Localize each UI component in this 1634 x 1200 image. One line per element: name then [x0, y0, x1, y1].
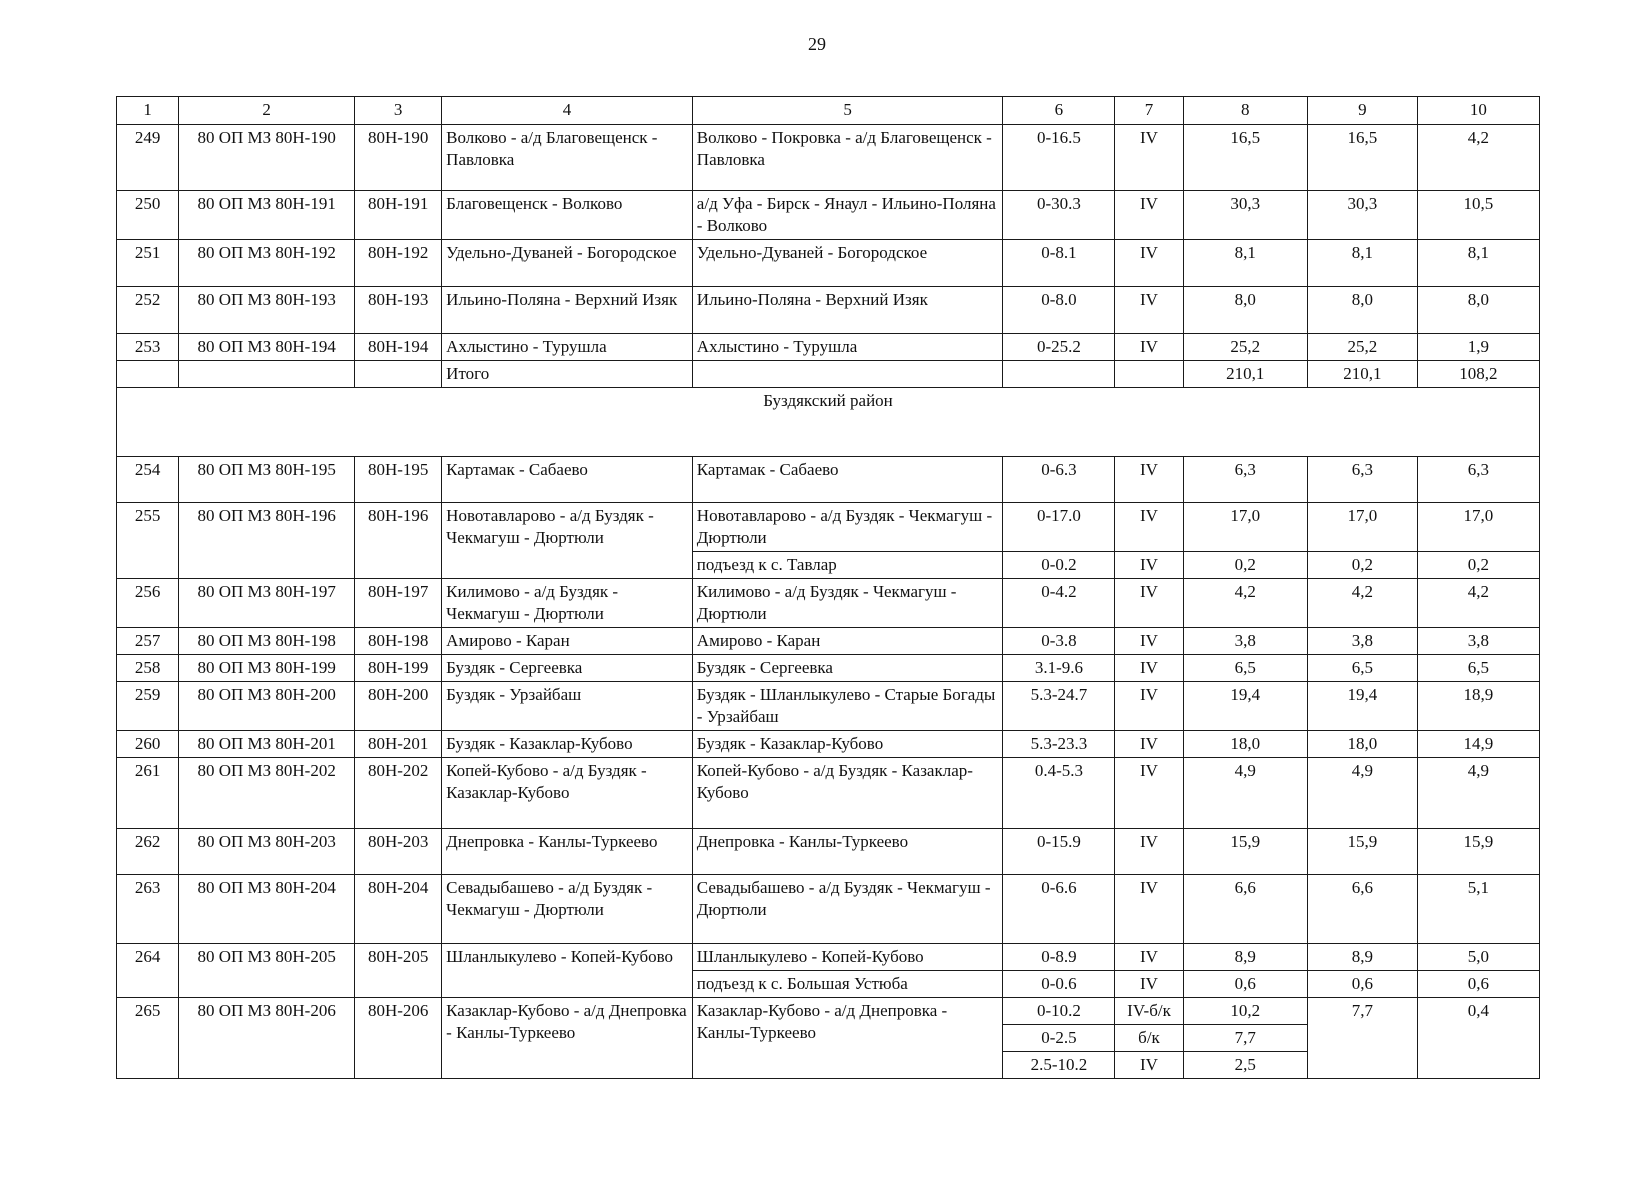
column-header: 6: [1003, 97, 1115, 125]
route-description: Буздяк - Сергеевка: [692, 655, 1003, 682]
road-code: 80Н-191: [355, 191, 442, 240]
road-category: IV: [1115, 628, 1183, 655]
table-header-row: [117, 97, 1540, 125]
col9-value: 6,6: [1307, 875, 1417, 944]
length-km: 8,0: [1183, 287, 1307, 334]
route-description: Волково - Покровка - а/д Благовещенск - Павловка: [692, 125, 1003, 191]
col9-value: 8,0: [1307, 287, 1417, 334]
road-id: 80 ОП МЗ 80Н-204: [179, 875, 355, 944]
row-number: 261: [117, 758, 179, 829]
col10-value: 4,2: [1417, 579, 1539, 628]
km-range: 0-30.3: [1003, 191, 1115, 240]
col9-value: 4,2: [1307, 579, 1417, 628]
km-range: 0-17.0: [1003, 503, 1115, 552]
col10-value: 14,9: [1417, 731, 1539, 758]
column-header: 4: [442, 97, 693, 125]
road-name: Днепровка - Канлы-Туркеево: [442, 829, 693, 875]
road-name: Шланлыкулево - Копей-Кубово: [442, 944, 693, 998]
col10-value: 4,9: [1417, 758, 1539, 829]
road-category: IV: [1115, 334, 1183, 361]
row-number: 258: [117, 655, 179, 682]
table-row: [117, 503, 1540, 552]
road-name: Картамак - Сабаево: [442, 457, 693, 503]
row-number: 265: [117, 998, 179, 1079]
km-range: 0-4.2: [1003, 579, 1115, 628]
table-row: [117, 240, 1540, 287]
road-category: IV: [1115, 875, 1183, 944]
road-category: IV: [1115, 191, 1183, 240]
length-km: 0,2: [1183, 552, 1307, 579]
road-category: IV-б/к: [1115, 998, 1183, 1025]
roads-table: [116, 96, 1540, 1079]
road-name: Волково - а/д Благовещенск - Павловка: [442, 125, 693, 191]
table-row: [117, 758, 1540, 829]
route-description: Ахлыстино - Турушла: [692, 334, 1003, 361]
route-description: Шланлыкулево - Копей-Кубово: [692, 944, 1003, 971]
route-description: Буздяк - Шланлыкулево - Старые Богады - Урзайбаш: [692, 682, 1003, 731]
route-description: Казаклар-Кубово - а/д Днепровка - Канлы-Туркеево: [692, 998, 1003, 1079]
road-id: 80 ОП МЗ 80Н-199: [179, 655, 355, 682]
km-range: 0-15.9: [1003, 829, 1115, 875]
road-id: 80 ОП МЗ 80Н-202: [179, 758, 355, 829]
col9-value: 6,3: [1307, 457, 1417, 503]
empty-cell: [692, 361, 1003, 388]
table-row: [117, 829, 1540, 875]
road-name: Килимово - а/д Буздяк - Чекмагуш - Дюртюли: [442, 579, 693, 628]
road-category: IV: [1115, 944, 1183, 971]
road-code: 80Н-193: [355, 287, 442, 334]
column-header: 8: [1183, 97, 1307, 125]
total-col10: 108,2: [1417, 361, 1539, 388]
road-id: 80 ОП МЗ 80Н-193: [179, 287, 355, 334]
km-range: 0-3.8: [1003, 628, 1115, 655]
col9-value: 7,7: [1307, 998, 1417, 1079]
road-category: IV: [1115, 758, 1183, 829]
col10-value: 0,2: [1417, 552, 1539, 579]
road-id: 80 ОП МЗ 80Н-198: [179, 628, 355, 655]
col9-value: 19,4: [1307, 682, 1417, 731]
road-id: 80 ОП МЗ 80Н-206: [179, 998, 355, 1079]
length-km: 4,9: [1183, 758, 1307, 829]
table-row: [117, 457, 1540, 503]
column-header: 7: [1115, 97, 1183, 125]
road-code: 80Н-199: [355, 655, 442, 682]
road-name: Амирово - Каран: [442, 628, 693, 655]
col10-value: 3,8: [1417, 628, 1539, 655]
km-range: 3.1-9.6: [1003, 655, 1115, 682]
road-id: 80 ОП МЗ 80Н-200: [179, 682, 355, 731]
row-number: 257: [117, 628, 179, 655]
col9-value: 3,8: [1307, 628, 1417, 655]
road-code: 80Н-204: [355, 875, 442, 944]
length-km: 17,0: [1183, 503, 1307, 552]
road-id: 80 ОП МЗ 80Н-191: [179, 191, 355, 240]
col9-value: 15,9: [1307, 829, 1417, 875]
length-km: 7,7: [1183, 1025, 1307, 1052]
row-number: 262: [117, 829, 179, 875]
road-code: 80Н-201: [355, 731, 442, 758]
length-km: 15,9: [1183, 829, 1307, 875]
length-km: 6,5: [1183, 655, 1307, 682]
row-number: 252: [117, 287, 179, 334]
km-range: 0-16.5: [1003, 125, 1115, 191]
road-name: Севадыбашево - а/д Буздяк - Чекмагуш - Дюртюли: [442, 875, 693, 944]
table-row: [117, 287, 1540, 334]
column-header: 10: [1417, 97, 1539, 125]
route-description: Севадыбашево - а/д Буздяк - Чекмагуш - Дюртюли: [692, 875, 1003, 944]
col9-value: 8,9: [1307, 944, 1417, 971]
total-label: Итого: [442, 361, 693, 388]
row-number: 260: [117, 731, 179, 758]
column-header: 5: [692, 97, 1003, 125]
road-id: 80 ОП МЗ 80Н-196: [179, 503, 355, 579]
road-category: IV: [1115, 971, 1183, 998]
col10-value: 5,1: [1417, 875, 1539, 944]
length-km: 3,8: [1183, 628, 1307, 655]
length-km: 30,3: [1183, 191, 1307, 240]
row-number: 256: [117, 579, 179, 628]
column-header: 3: [355, 97, 442, 125]
km-range: 0-6.3: [1003, 457, 1115, 503]
col10-value: 8,0: [1417, 287, 1539, 334]
row-number: 249: [117, 125, 179, 191]
col10-value: 1,9: [1417, 334, 1539, 361]
road-code: 80Н-198: [355, 628, 442, 655]
col9-value: 0,6: [1307, 971, 1417, 998]
road-id: 80 ОП МЗ 80Н-190: [179, 125, 355, 191]
km-range: 0-10.2: [1003, 998, 1115, 1025]
table-body: [117, 97, 1540, 1079]
km-range: 5.3-23.3: [1003, 731, 1115, 758]
row-number: 255: [117, 503, 179, 579]
km-range: 0-0.6: [1003, 971, 1115, 998]
page-number: 29: [808, 34, 826, 54]
km-range: 0-8.0: [1003, 287, 1115, 334]
road-id: 80 ОП МЗ 80Н-205: [179, 944, 355, 998]
length-km: 0,6: [1183, 971, 1307, 998]
district-row: [117, 388, 1540, 457]
road-id: 80 ОП МЗ 80Н-195: [179, 457, 355, 503]
row-number: 263: [117, 875, 179, 944]
road-code: 80Н-194: [355, 334, 442, 361]
km-range: 0.4-5.3: [1003, 758, 1115, 829]
row-number: 254: [117, 457, 179, 503]
route-description: подъезд к с. Тавлар: [692, 552, 1003, 579]
road-code: 80Н-197: [355, 579, 442, 628]
km-range: 0-2.5: [1003, 1025, 1115, 1052]
col10-value: 0,4: [1417, 998, 1539, 1079]
col9-value: 30,3: [1307, 191, 1417, 240]
row-number: 251: [117, 240, 179, 287]
table-row: [117, 875, 1540, 944]
col10-value: 6,3: [1417, 457, 1539, 503]
road-name: Буздяк - Казаклар-Кубово: [442, 731, 693, 758]
km-range: 0-8.9: [1003, 944, 1115, 971]
district-name: Буздякский район: [117, 388, 1540, 457]
length-km: 16,5: [1183, 125, 1307, 191]
km-range: 5.3-24.7: [1003, 682, 1115, 731]
empty-cell: [117, 361, 179, 388]
road-name: Удельно-Дуваней - Богородское: [442, 240, 693, 287]
length-km: 19,4: [1183, 682, 1307, 731]
empty-cell: [1003, 361, 1115, 388]
col9-value: 17,0: [1307, 503, 1417, 552]
road-id: 80 ОП МЗ 80Н-197: [179, 579, 355, 628]
length-km: 25,2: [1183, 334, 1307, 361]
length-km: 6,6: [1183, 875, 1307, 944]
road-category: б/к: [1115, 1025, 1183, 1052]
column-header: 2: [179, 97, 355, 125]
road-code: 80Н-206: [355, 998, 442, 1079]
route-description: Ильино-Поляна - Верхний Изяк: [692, 287, 1003, 334]
col9-value: 6,5: [1307, 655, 1417, 682]
route-description: Днепровка - Канлы-Туркеево: [692, 829, 1003, 875]
road-category: IV: [1115, 503, 1183, 552]
total-row: [117, 361, 1540, 388]
col9-value: 25,2: [1307, 334, 1417, 361]
table-row: [117, 191, 1540, 240]
empty-cell: [179, 361, 355, 388]
km-range: 0-25.2: [1003, 334, 1115, 361]
road-id: 80 ОП МЗ 80Н-194: [179, 334, 355, 361]
route-description: Килимово - а/д Буздяк - Чекмагуш - Дюртюли: [692, 579, 1003, 628]
col10-value: 6,5: [1417, 655, 1539, 682]
road-name: Ахлыстино - Турушла: [442, 334, 693, 361]
km-range: 0-8.1: [1003, 240, 1115, 287]
route-description: а/д Уфа - Бирск - Янаул - Ильино-Поляна - Волково: [692, 191, 1003, 240]
road-code: 80Н-190: [355, 125, 442, 191]
road-category: IV: [1115, 829, 1183, 875]
col10-value: 18,9: [1417, 682, 1539, 731]
km-range: 0-6.6: [1003, 875, 1115, 944]
column-header: 9: [1307, 97, 1417, 125]
road-category: IV: [1115, 287, 1183, 334]
route-description: Копей-Кубово - а/д Буздяк - Казаклар-Кубово: [692, 758, 1003, 829]
route-description: Удельно-Дуваней - Богородское: [692, 240, 1003, 287]
road-code: 80Н-205: [355, 944, 442, 998]
col9-value: 0,2: [1307, 552, 1417, 579]
road-name: Новотавларово - а/д Буздяк - Чекмагуш - Дюртюли: [442, 503, 693, 579]
length-km: 10,2: [1183, 998, 1307, 1025]
row-number: 253: [117, 334, 179, 361]
col10-value: 8,1: [1417, 240, 1539, 287]
road-category: IV: [1115, 731, 1183, 758]
road-code: 80Н-195: [355, 457, 442, 503]
route-description: подъезд к с. Большая Устюба: [692, 971, 1003, 998]
road-category: IV: [1115, 125, 1183, 191]
road-name: Ильино-Поляна - Верхний Изяк: [442, 287, 693, 334]
road-category: IV: [1115, 457, 1183, 503]
col10-value: 4,2: [1417, 125, 1539, 191]
table-row: [117, 998, 1540, 1025]
col10-value: 10,5: [1417, 191, 1539, 240]
length-km: 8,1: [1183, 240, 1307, 287]
column-header: 1: [117, 97, 179, 125]
col10-value: 15,9: [1417, 829, 1539, 875]
length-km: 18,0: [1183, 731, 1307, 758]
road-category: IV: [1115, 655, 1183, 682]
road-id: 80 ОП МЗ 80Н-203: [179, 829, 355, 875]
road-name: Казаклар-Кубово - а/д Днепровка - Канлы-Туркеево: [442, 998, 693, 1079]
road-category: IV: [1115, 682, 1183, 731]
road-category: IV: [1115, 240, 1183, 287]
road-code: 80Н-203: [355, 829, 442, 875]
road-id: 80 ОП МЗ 80Н-192: [179, 240, 355, 287]
road-category: IV: [1115, 1052, 1183, 1079]
km-range: 2.5-10.2: [1003, 1052, 1115, 1079]
table-row: [117, 579, 1540, 628]
table-row: [117, 655, 1540, 682]
empty-cell: [1115, 361, 1183, 388]
road-id: 80 ОП МЗ 80Н-201: [179, 731, 355, 758]
row-number: 259: [117, 682, 179, 731]
route-description: Амирово - Каран: [692, 628, 1003, 655]
col9-value: 4,9: [1307, 758, 1417, 829]
table-row: [117, 334, 1540, 361]
road-name: Копей-Кубово - а/д Буздяк - Казаклар-Кубово: [442, 758, 693, 829]
length-km: 2,5: [1183, 1052, 1307, 1079]
table-row: [117, 125, 1540, 191]
table-row: [117, 682, 1540, 731]
row-number: 264: [117, 944, 179, 998]
road-code: 80Н-192: [355, 240, 442, 287]
length-km: 6,3: [1183, 457, 1307, 503]
road-name: Благовещенск - Волково: [442, 191, 693, 240]
table-row: [117, 944, 1540, 971]
road-name: Буздяк - Урзайбаш: [442, 682, 693, 731]
route-description: Новотавларово - а/д Буздяк - Чекмагуш - Дюртюли: [692, 503, 1003, 552]
length-km: 4,2: [1183, 579, 1307, 628]
road-category: IV: [1115, 579, 1183, 628]
table-row: [117, 731, 1540, 758]
road-category: IV: [1115, 552, 1183, 579]
table-row: [117, 628, 1540, 655]
empty-cell: [355, 361, 442, 388]
total-col9: 210,1: [1307, 361, 1417, 388]
col10-value: 5,0: [1417, 944, 1539, 971]
road-code: 80Н-200: [355, 682, 442, 731]
road-name: Буздяк - Сергеевка: [442, 655, 693, 682]
road-code: 80Н-196: [355, 503, 442, 579]
km-range: 0-0.2: [1003, 552, 1115, 579]
col9-value: 8,1: [1307, 240, 1417, 287]
col9-value: 16,5: [1307, 125, 1417, 191]
col10-value: 0,6: [1417, 971, 1539, 998]
total-length: 210,1: [1183, 361, 1307, 388]
road-code: 80Н-202: [355, 758, 442, 829]
col10-value: 17,0: [1417, 503, 1539, 552]
row-number: 250: [117, 191, 179, 240]
length-km: 8,9: [1183, 944, 1307, 971]
route-description: Картамак - Сабаево: [692, 457, 1003, 503]
route-description: Буздяк - Казаклар-Кубово: [692, 731, 1003, 758]
col9-value: 18,0: [1307, 731, 1417, 758]
